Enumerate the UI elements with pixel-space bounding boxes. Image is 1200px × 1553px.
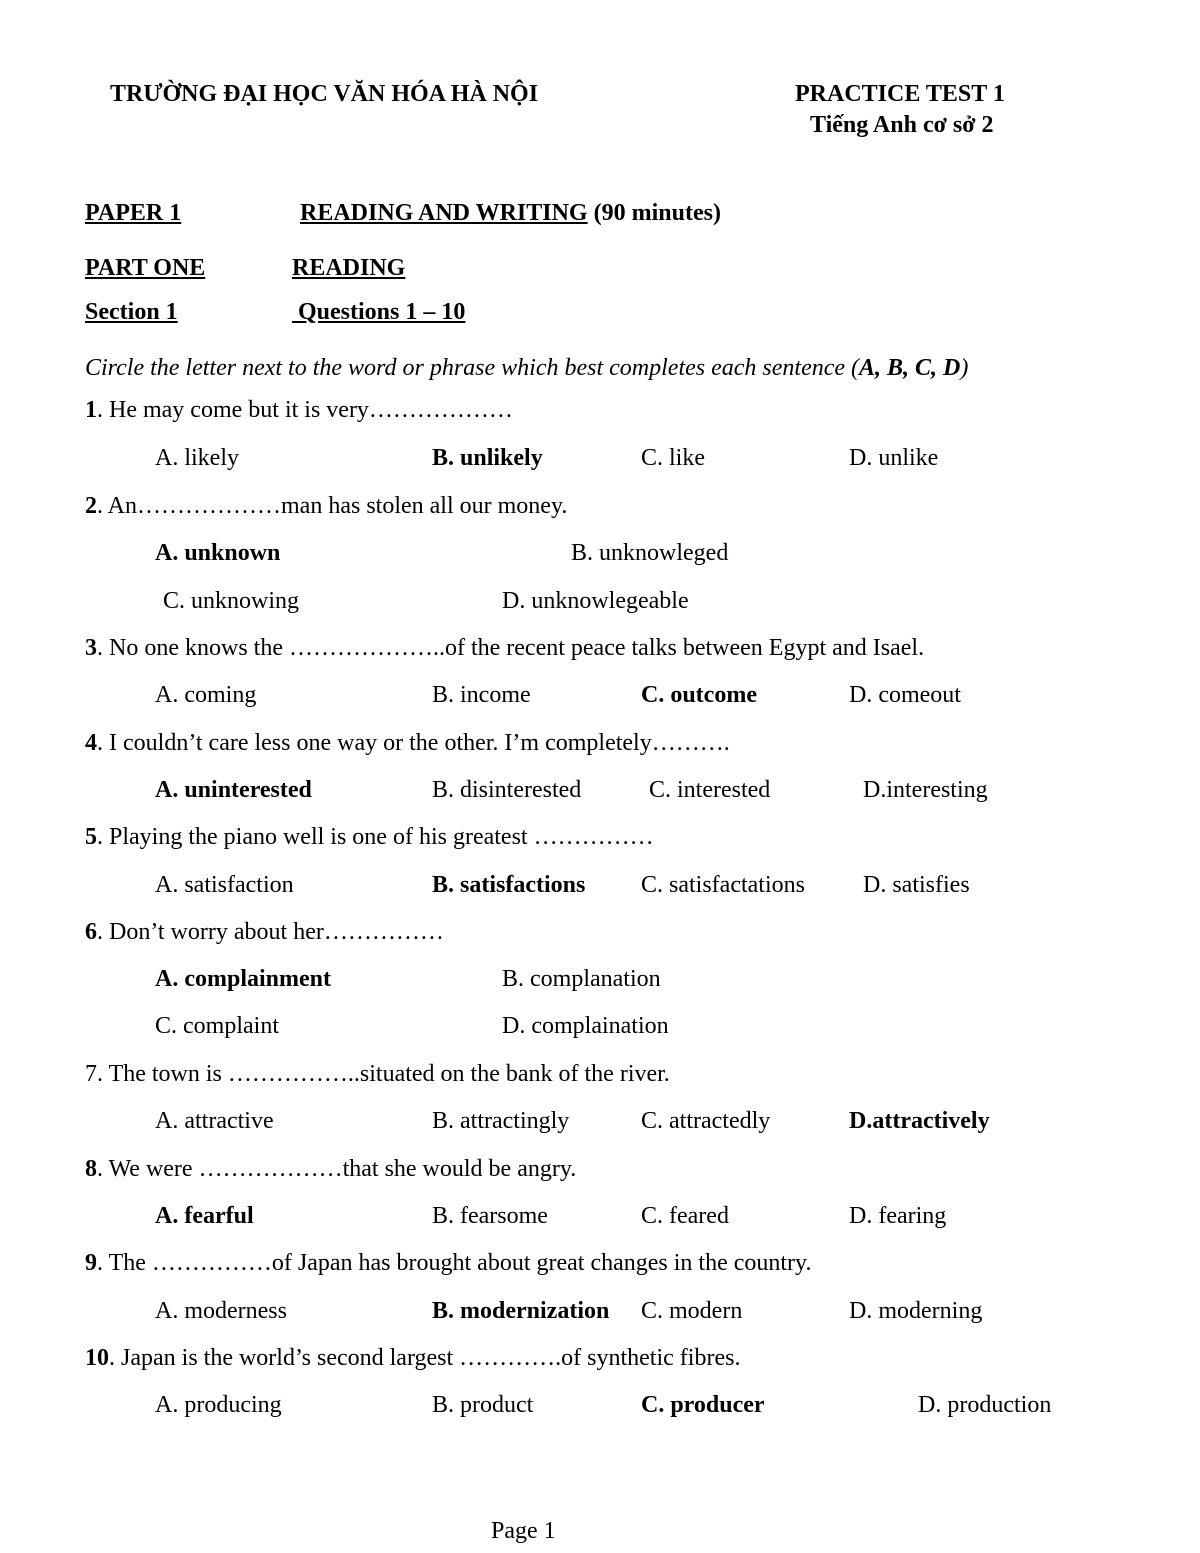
option-a: A. coming xyxy=(155,682,257,708)
option-c: C. interested xyxy=(649,777,771,803)
question-text: . He may come but it is very……………… xyxy=(97,397,513,423)
question-number: 4 xyxy=(85,730,97,756)
part-title: READING xyxy=(292,255,406,281)
question-stem xyxy=(85,920,444,944)
question-number: 8 xyxy=(85,1156,97,1182)
option-c: C. outcome xyxy=(641,682,757,708)
option-b: B. complanation xyxy=(502,966,661,992)
option-d: D. fearing xyxy=(849,1203,947,1229)
question-text: . We were ………………that she would be angry. xyxy=(97,1156,577,1182)
option-b: B. unlikely xyxy=(432,445,543,471)
option-b: B. attractingly xyxy=(432,1108,570,1134)
option-a: A. fearful xyxy=(155,1203,254,1229)
question-text: . Don’t worry about her…………… xyxy=(97,919,444,945)
option-b: B. fearsome xyxy=(432,1203,548,1229)
question-stem xyxy=(85,636,924,660)
question-stem xyxy=(85,1157,576,1181)
school-name: TRƯỜNG ĐẠI HỌC VĂN HÓA HÀ NỘI xyxy=(110,81,539,107)
section-range: Questions 1 – 10 xyxy=(292,299,466,325)
option-d: D. satisfies xyxy=(863,872,970,898)
question-stem xyxy=(85,1346,740,1370)
option-c: C. attractedly xyxy=(641,1108,771,1134)
question-number: 2 xyxy=(85,493,97,519)
option-b: B. product xyxy=(432,1392,534,1418)
question-text: . Playing the piano well is one of his greatest …………… xyxy=(97,824,654,850)
paper-duration: (90 minutes) xyxy=(593,200,721,226)
question-text: . An………………man has stolen all our money. xyxy=(97,493,568,519)
question-stem xyxy=(85,494,567,518)
instruction-close: ) xyxy=(960,355,969,381)
option-d: D. moderning xyxy=(849,1298,983,1324)
option-d: D. production xyxy=(918,1392,1052,1418)
option-a: A. producing xyxy=(155,1392,282,1418)
instruction xyxy=(85,356,968,380)
option-b: B. satisfactions xyxy=(432,872,586,898)
test-subtitle: Tiếng Anh cơ sở 2 xyxy=(810,112,994,138)
question-text: . I couldn’t care less one way or the other. I’m completely………. xyxy=(97,730,730,756)
instruction-letters: A, B, C, D xyxy=(859,355,961,381)
option-d: D.attractively xyxy=(849,1108,990,1134)
question-number: 5 xyxy=(85,824,97,850)
option-d: D. complaination xyxy=(502,1013,669,1039)
option-b: B. disinterested xyxy=(432,777,582,803)
option-a: A. unknown xyxy=(155,540,281,566)
option-b: B. income xyxy=(432,682,531,708)
option-b: B. unknowleged xyxy=(571,540,729,566)
question-stem xyxy=(85,398,513,422)
paper-title: READING AND WRITING xyxy=(300,200,588,226)
option-a: A. uninterested xyxy=(155,777,312,803)
option-d: D.interesting xyxy=(863,777,988,803)
question-stem xyxy=(85,1062,670,1086)
instruction-text: Circle the letter next to the word or phrase which best completes each sentence ( xyxy=(85,355,860,381)
question-text: . Japan is the world’s second largest ………….of synthetic fibres. xyxy=(109,1345,741,1371)
question-number: 9 xyxy=(85,1250,97,1276)
question-text: . The ……………of Japan has brought about great changes in the country. xyxy=(97,1250,812,1276)
question-number: 10 xyxy=(85,1345,109,1371)
option-d: D. comeout xyxy=(849,682,961,708)
page-number: Page 1 xyxy=(491,1518,556,1544)
option-b: B. modernization xyxy=(432,1298,610,1324)
option-c: C. producer xyxy=(641,1392,765,1418)
option-c: C. feared xyxy=(641,1203,729,1229)
option-c: C. modern xyxy=(641,1298,743,1324)
question-number: 6 xyxy=(85,919,97,945)
option-c: C. satisfactations xyxy=(641,872,805,898)
option-c: C. complaint xyxy=(155,1013,279,1039)
option-a: A. likely xyxy=(155,445,239,471)
test-title: PRACTICE TEST 1 xyxy=(795,81,1005,107)
option-a: A. moderness xyxy=(155,1298,287,1324)
paper-heading xyxy=(300,201,721,225)
paper-label: PAPER 1 xyxy=(85,200,182,226)
section-label: Section 1 xyxy=(85,299,178,325)
question-stem xyxy=(85,1251,812,1275)
question-number: 3 xyxy=(85,635,97,661)
question-text: . No one knows the ………………..of the recent peace talks between Egypt and Isael. xyxy=(97,635,925,661)
option-c: C. unknowing xyxy=(163,588,300,614)
option-a: A. complainment xyxy=(155,966,331,992)
question-number: 1 xyxy=(85,397,97,423)
part-label: PART ONE xyxy=(85,255,206,281)
question-text: 7. The town is ……………..situated on the bank of the river. xyxy=(85,1061,670,1087)
option-a: A. attractive xyxy=(155,1108,274,1134)
question-stem xyxy=(85,731,730,755)
option-a: A. satisfaction xyxy=(155,872,294,898)
question-stem xyxy=(85,825,654,849)
option-c: C. like xyxy=(641,445,705,471)
option-d: D. unlike xyxy=(849,445,939,471)
option-d: D. unknowlegeable xyxy=(502,588,689,614)
